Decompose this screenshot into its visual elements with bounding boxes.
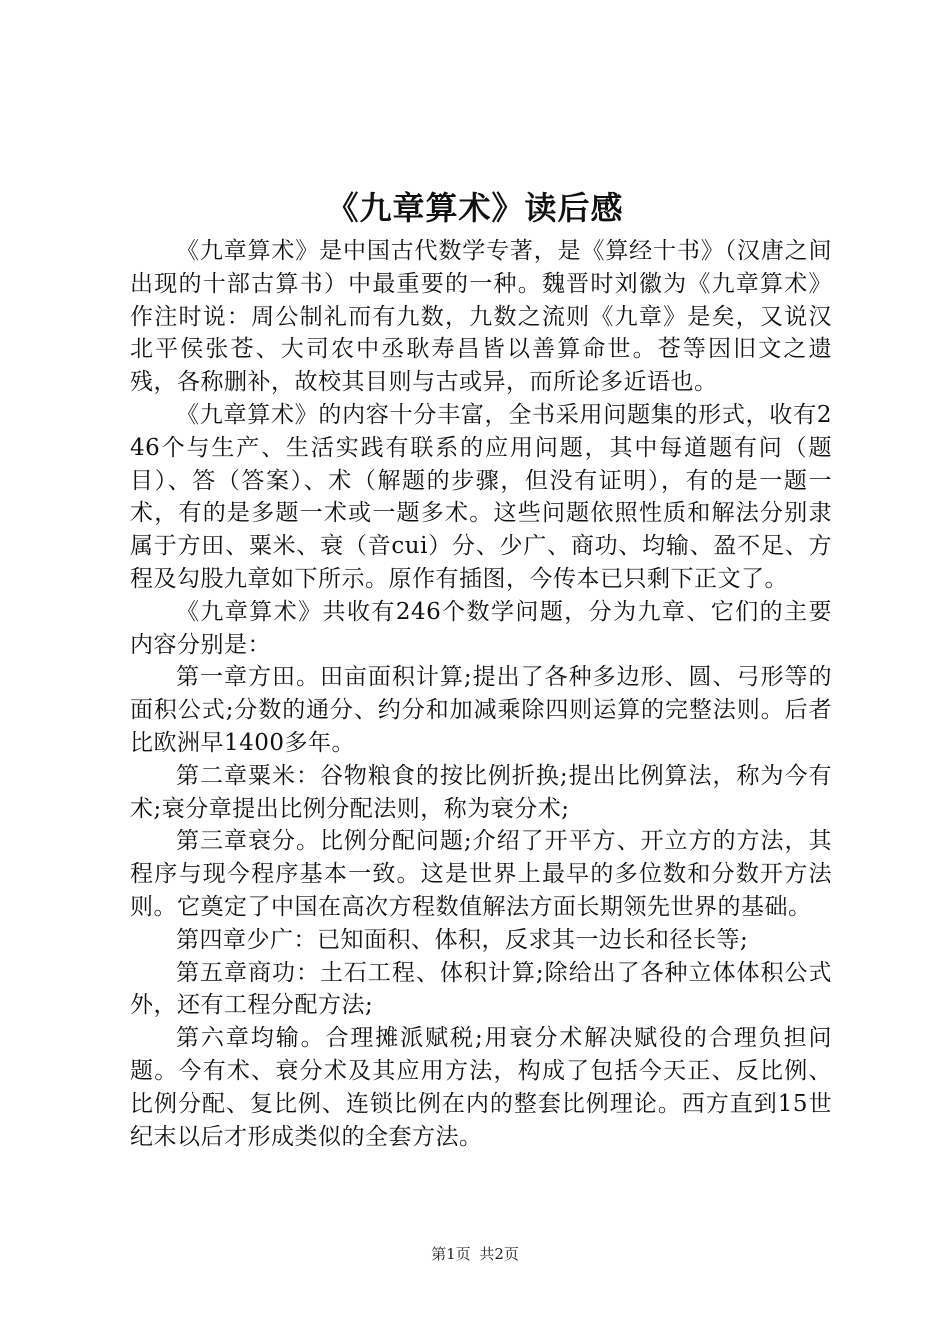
document-body — [130, 235, 832, 1153]
paragraph-content: 《九章算术》的内容十分丰富，全书采用问题集的形式，收有246个与生产、生活实践有联系的应用问题，其中每道题有问（题目）、答（答案）、术（解题的步骤，但没有证明），有的是一题一术，有的是多题一术或一题多术。这些问题依照性质和解法分别隶属于方田、粟米、衰（音cui）分、少广、商功、均输、盈不足、方程及勾股九章如下所示。原作有插图，今传本已只剩下正文了。 — [130, 401, 832, 592]
paragraph-intro: 《九章算术》是中国古代数学专著，是《算经十书》（汉唐之间出现的十部古算书）中最重要的一种。魏晋时刘徽为《九章算术》作注时说：周公制礼而有九数，九数之流则《九章》是矣，又说汉北平侯张苍、大司农中丞耿寿昌皆以善算命世。苍等因旧文之遗残，各称删补，故校其目则与古或异，而所论多近语也。 — [130, 238, 832, 396]
paragraph-chapter-6: 第六章均输。合理摊派赋税;用衰分术解决赋役的合理负担问题。今有术、衰分术及其应用方法，构成了包括今天正、反比例、比例分配、复比例、连锁比例在内的整套比例理论。西方直到15世纪末以后才形成类似的全套方法。 — [130, 1025, 832, 1150]
paragraph-chapter-1: 第一章方田。田亩面积计算;提出了各种多边形、圆、弓形等的面积公式;分数的通分、约分和加减乘除四则运算的完整法则。后者比欧洲早1400多年。 — [130, 664, 832, 756]
page-total: 共2页 — [479, 1245, 519, 1263]
paragraph-overview: 《九章算术》共收有246个数学问题，分为九章、它们的主要内容分别是： — [130, 598, 832, 658]
document-title: 《九章算术》读后感 — [326, 189, 624, 227]
paragraph-chapter-2: 第二章粟米：谷物粮食的按比例折换;提出比例算法，称为今有术;衰分章提出比例分配法则，称为衰分术; — [130, 762, 832, 822]
page-number: 第1页 — [431, 1245, 471, 1263]
paragraph-chapter-3: 第三章衰分。比例分配问题;介绍了开平方、开立方的方法，其程序与现今程序基本一致。这是世界上最早的多位数和分数开方法则。它奠定了中国在高次方程数值解法方面长期领先世界的基础。 — [130, 828, 832, 920]
page-footer — [0, 1244, 950, 1264]
paragraph-chapter-5: 第五章商功：土石工程、体积计算;除给出了各种立体体积公式外，还有工程分配方法; — [130, 959, 832, 1019]
paragraph-chapter-4: 第四章少广：已知面积、体积，反求其一边长和径长等; — [176, 926, 749, 953]
